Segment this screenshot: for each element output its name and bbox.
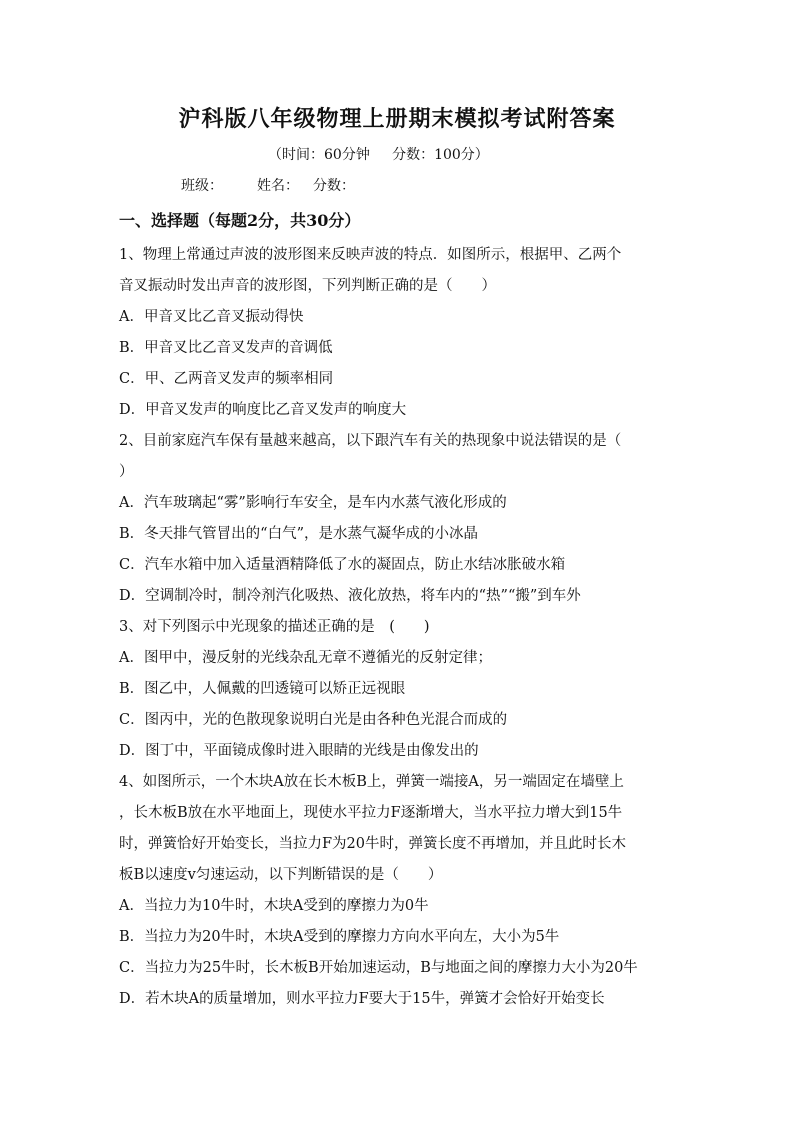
text-line: ，长木板B放在水平地面上，现使水平拉力F逐渐增大，当水平拉力增大到15牛 — [119, 805, 623, 821]
text-line: ） — [119, 464, 134, 480]
text-line: 4、如图所示，一个木块A放在长木板B上，弹簧一端接A，另一端固定在墙壁上 — [119, 774, 624, 790]
option-line: C．图丙中，光的色散现象说明白光是由各种色光混合而成的 — [119, 712, 508, 728]
text-line: 板B以速度v匀速运动，以下判断错误的是（ ） — [119, 867, 443, 883]
option-line: B．甲音叉比乙音叉发声的音调低 — [119, 340, 333, 356]
option-line: B．冬天排气管冒出的“白气”，是水蒸气凝华成的小冰晶 — [119, 526, 478, 542]
option-line: D．若木块A的质量增加，则水平拉力F要大于15牛，弹簧才会恰好开始变长 — [119, 991, 605, 1007]
text-line: 时，弹簧恰好开始变长，当拉力F为20牛时，弹簧长度不再增加，并且此时长木 — [119, 836, 627, 852]
option-line: D．空调制冷时，制冷剂汽化吸热、液化放热，将车内的“热”“搬”到车外 — [119, 588, 581, 604]
option-line: D．甲音叉发声的响度比乙音叉发声的响度大 — [119, 402, 407, 418]
question-body — [119, 240, 679, 1015]
text-line: 3、对下列图示中光现象的描述正确的是 ( ) — [119, 619, 430, 635]
option-line: B．当拉力为20牛时，木块A受到的摩擦力方向水平向左，大小为5牛 — [119, 929, 560, 945]
exam-meta: （时间：60分钟 分数：100分） — [268, 147, 489, 163]
text-line: 音叉振动时发出声音的波形图，下列判断正确的是（ ） — [119, 278, 496, 294]
option-line: C．当拉力为25牛时，长木板B开始加速运动，B与地面之间的摩擦力大小为20牛 — [119, 960, 638, 976]
option-line: A．当拉力为10牛时，木块A受到的摩擦力为0牛 — [119, 898, 429, 914]
option-line: C．汽车水箱中加入适量酒精降低了水的凝固点，防止水结冰胀破水箱 — [119, 557, 566, 573]
name-field-label: 姓名： — [257, 178, 299, 194]
option-line: A．汽车玻璃起“雾”影响行车安全，是车内水蒸气液化形成的 — [119, 495, 507, 511]
score-field-label: 分数： — [313, 178, 355, 194]
option-line: B．图乙中，人佩戴的凹透镜可以矫正远视眼 — [119, 681, 406, 697]
page-title: 沪科版八年级物理上册期末模拟考试附答案 — [178, 106, 616, 132]
section-heading: 一、选择题（每题2分，共30分） — [119, 211, 361, 230]
option-line: C．甲、乙两音叉发声的频率相同 — [119, 371, 334, 387]
class-field-label: 班级： — [181, 178, 223, 194]
text-line: 2、目前家庭汽车保有量越来越高，以下跟汽车有关的热现象中说法错误的是（ — [119, 433, 622, 449]
text-line: 1、物理上常通过声波的波形图来反映声波的特点．如图所示，根据甲、乙两个 — [119, 247, 622, 263]
student-fields — [181, 175, 389, 195]
option-line: A．图甲中，漫反射的光线杂乱无章不遵循光的反射定律； — [119, 650, 492, 666]
option-line: A．甲音叉比乙音叉振动得快 — [119, 309, 304, 325]
option-line: D．图丁中，平面镜成像时进入眼睛的光线是由像发出的 — [119, 743, 479, 759]
